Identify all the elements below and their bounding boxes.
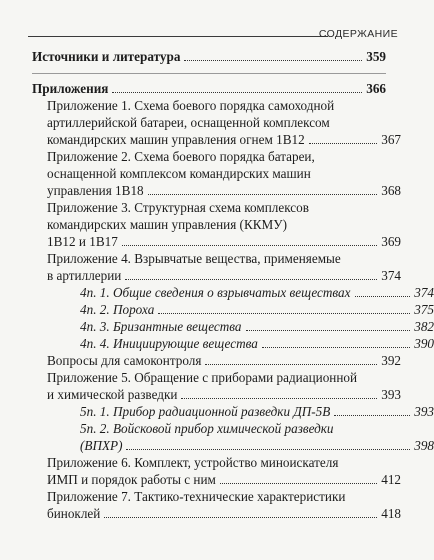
toc-entry-4p3[interactable] xyxy=(32,318,434,335)
dot-leader xyxy=(246,330,411,331)
toc-page: 367 xyxy=(381,132,401,147)
toc-label-line: командирских машин управления (ККМУ) xyxy=(47,217,287,232)
toc-entry-appendix-6[interactable] xyxy=(32,454,401,488)
toc-label-line: Приложение 7. Тактико-технические характеристики xyxy=(47,489,346,504)
section-title: СОДЕРЖАНИЕ xyxy=(318,28,398,40)
toc-label-line: оснащенной комплексом командирских машин xyxy=(47,166,311,181)
toc-label: 4п. 3. Бризантные вещества xyxy=(80,319,242,334)
toc-page: 374 xyxy=(381,268,401,283)
toc-entry-appendix-5[interactable] xyxy=(32,369,401,403)
toc-label: Вопросы для самоконтроля xyxy=(47,353,202,368)
toc-label-line: Приложение 2. Схема боевого порядка батареи, xyxy=(47,149,315,164)
dot-leader xyxy=(126,449,410,450)
toc-label-line: управления 1В18 xyxy=(47,183,144,198)
toc-page: 382 xyxy=(414,319,434,334)
toc-page: 418 xyxy=(381,506,401,521)
toc-page: 368 xyxy=(381,183,401,198)
toc-page: 375 xyxy=(414,302,434,317)
toc-label-line: Приложение 1. Схема боевого порядка самоходной xyxy=(47,98,335,113)
toc-entry-appendix-4[interactable] xyxy=(32,250,401,284)
toc-entry-questions[interactable] xyxy=(32,352,401,369)
dot-leader xyxy=(158,313,410,314)
toc-label-line: Приложение 4. Взрывчатые вещества, применяемые xyxy=(47,251,341,266)
toc-label-line: в артиллерии xyxy=(47,268,122,283)
toc-label: 4п. 1. Общие сведения о взрывчатых веществах xyxy=(80,285,351,300)
toc-page: 398 xyxy=(414,438,434,453)
toc-label-line: 1В12 и 1В17 xyxy=(47,234,118,249)
toc-label-line: Приложение 5. Обращение с приборами радиационной xyxy=(47,370,358,385)
toc-entry-appendix-2[interactable] xyxy=(32,148,401,199)
dot-leader xyxy=(125,279,377,280)
toc-label-line: ИМП и порядок работы с ним xyxy=(47,472,216,487)
toc-label-line: и химической разведки xyxy=(47,387,178,402)
dot-leader xyxy=(112,92,362,93)
toc-label: Приложения xyxy=(32,81,109,96)
toc-label-line: биноклей xyxy=(47,506,101,521)
toc-page: 374 xyxy=(414,285,434,300)
dot-leader xyxy=(262,347,410,348)
dot-leader xyxy=(122,245,377,246)
toc-entry-appendices[interactable] xyxy=(32,80,386,97)
separator-line xyxy=(32,73,386,74)
dot-leader xyxy=(355,296,411,297)
toc-page: 412 xyxy=(381,472,401,487)
toc-label: 5п. 1. Прибор радиационной разведки ДП-5В xyxy=(80,404,331,419)
toc-page: 392 xyxy=(381,353,401,368)
toc-label-line: артиллерийской батареи, оснащенной комплексом xyxy=(47,115,330,130)
dot-leader xyxy=(205,364,377,365)
toc-label-line: Приложение 6. Комплект, устройство миноискателя xyxy=(47,455,339,470)
toc-label-line: 5п. 2. Войсковой прибор химической разведки xyxy=(80,421,334,436)
toc-entry-appendix-7[interactable] xyxy=(32,488,401,522)
toc-page: 393 xyxy=(381,387,401,402)
toc-entry-5p1[interactable] xyxy=(32,403,434,420)
toc-label-line: командирских машин управления огнем 1В12 xyxy=(47,132,305,147)
toc-page: 393 xyxy=(414,404,434,419)
dot-leader xyxy=(309,143,378,144)
toc-entry-5p2[interactable] xyxy=(32,420,434,454)
toc-page: 369 xyxy=(381,234,401,249)
toc-page: 366 xyxy=(366,81,386,96)
toc-page: 359 xyxy=(366,49,386,64)
toc-entry-appendix-3[interactable] xyxy=(32,199,401,250)
toc-entry-4p4[interactable] xyxy=(32,335,434,352)
dot-leader xyxy=(220,483,377,484)
toc-entry-4p1[interactable] xyxy=(32,284,434,301)
toc-label: Источники и литература xyxy=(32,49,181,64)
toc-entry-appendix-1[interactable] xyxy=(32,97,401,148)
toc-label-line: (ВПХР) xyxy=(80,438,123,453)
toc-entry-4p2[interactable] xyxy=(32,301,434,318)
dot-leader xyxy=(148,194,378,195)
dot-leader xyxy=(334,415,410,416)
toc-entry-sources[interactable] xyxy=(32,48,386,65)
dot-leader xyxy=(181,398,377,399)
dot-leader xyxy=(104,517,377,518)
toc-label: 4п. 4. Инициирующие вещества xyxy=(80,336,258,351)
toc-label: 4п. 2. Пороха xyxy=(80,302,155,317)
toc-label-line: Приложение 3. Структурная схема комплексов xyxy=(47,200,309,215)
dot-leader xyxy=(184,60,362,61)
header-rule xyxy=(28,36,328,37)
toc-page: 390 xyxy=(414,336,434,351)
